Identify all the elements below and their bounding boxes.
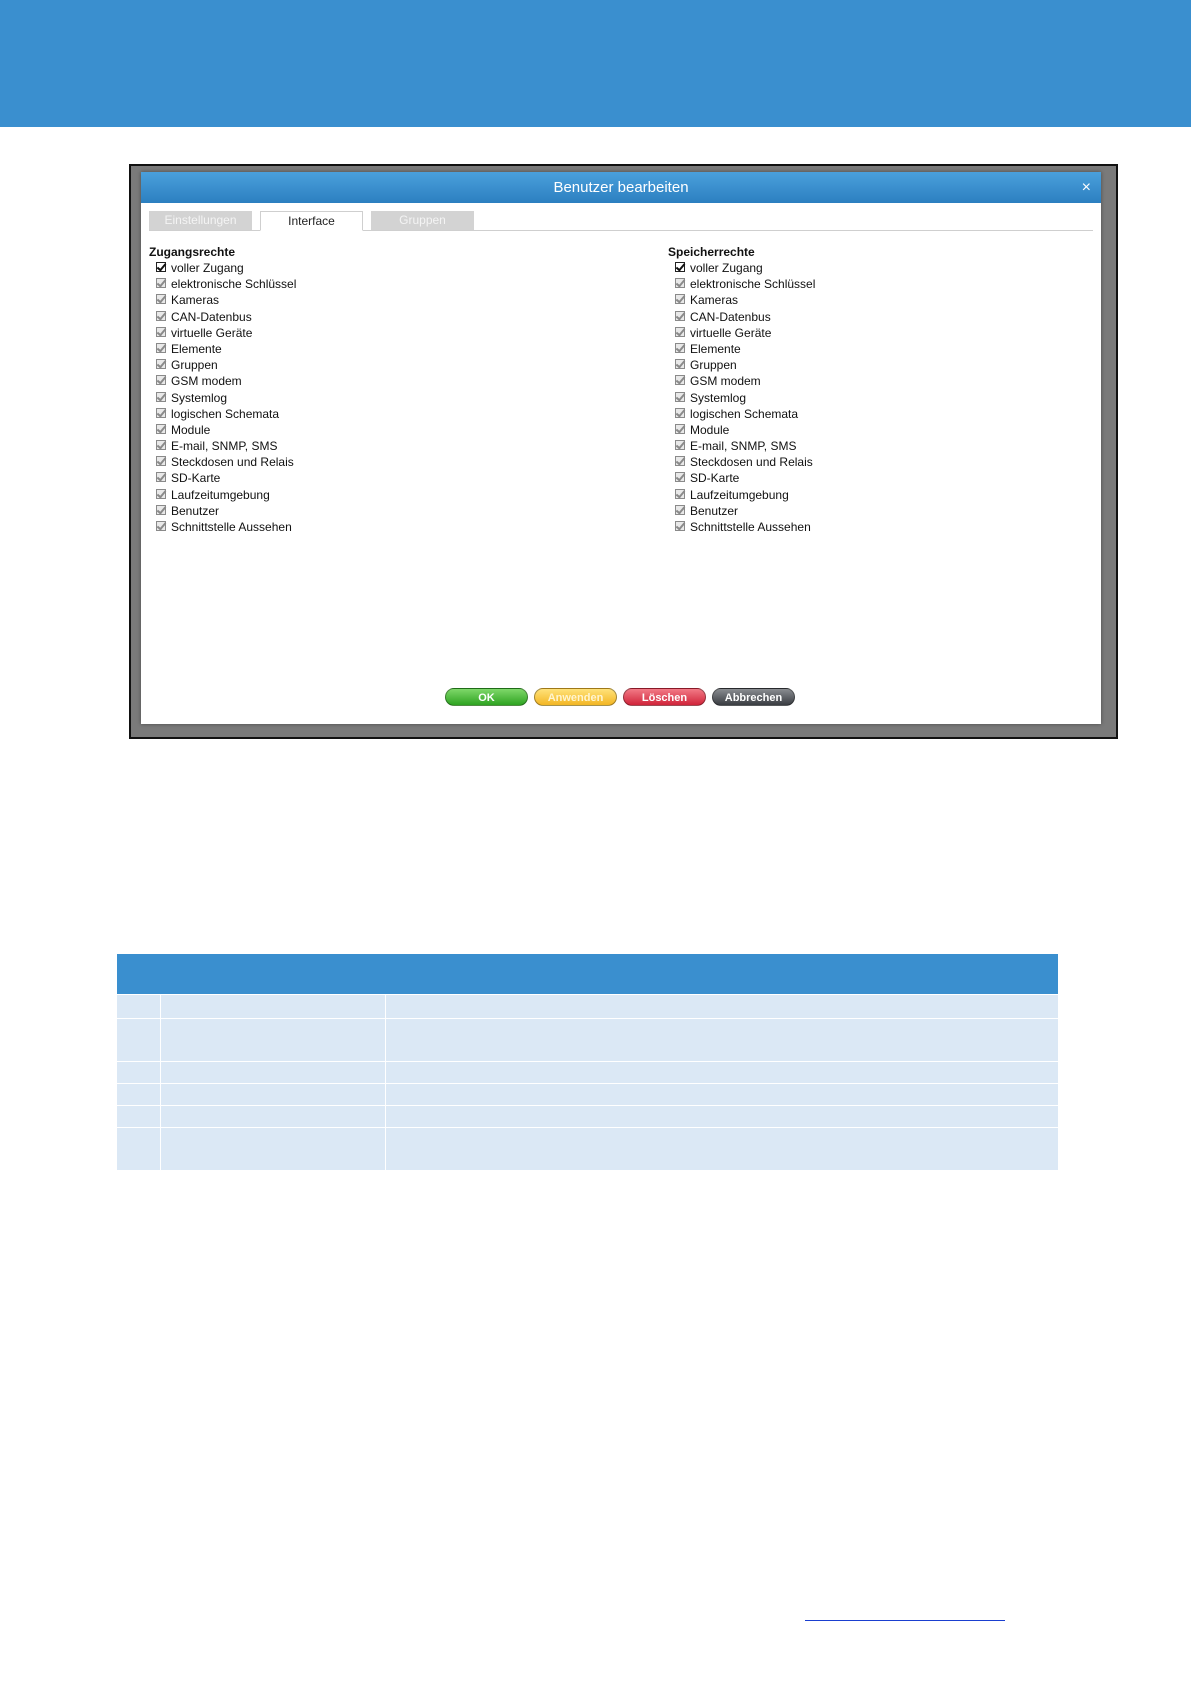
permission-item: [668, 487, 815, 503]
tab-bar: [149, 211, 1093, 231]
access-rights-heading: Zugangsrechte: [149, 245, 236, 259]
permission-item: [149, 454, 296, 470]
dialog-titlebar: [141, 172, 1101, 203]
close-icon[interactable]: ×: [1081, 179, 1091, 196]
permission-checkbox[interactable]: [156, 521, 166, 531]
permission-checkbox[interactable]: [675, 489, 685, 499]
permission-label: SD-Karte: [171, 471, 221, 486]
page-header-banner: [0, 0, 1191, 127]
permission-item: [668, 422, 815, 438]
permission-checkbox[interactable]: [675, 521, 685, 531]
permission-checkbox[interactable]: [156, 343, 166, 353]
permission-checkbox[interactable]: [675, 392, 685, 402]
permission-label: elektronische Schlüssel: [171, 277, 297, 292]
edit-user-dialog: [141, 172, 1101, 724]
permission-item: [149, 373, 296, 389]
permission-label: Schnittstelle Aussehen: [171, 520, 292, 534]
permission-label: Steckdosen und Relais: [171, 455, 294, 470]
permission-item: [668, 406, 815, 422]
permission-item: [668, 341, 815, 357]
permission-item: [149, 487, 296, 503]
permission-label: Module: [171, 422, 211, 437]
permission-checkbox[interactable]: [675, 359, 685, 369]
permission-label: Laufzeitumgebung: [690, 487, 789, 502]
permission-checkbox[interactable]: [675, 343, 685, 353]
permission-checkbox[interactable]: [156, 278, 166, 288]
permission-item: [149, 357, 296, 373]
permission-checkbox[interactable]: [675, 311, 685, 321]
permission-label: Benutzer: [690, 503, 739, 518]
permission-item: [668, 454, 815, 470]
permission-label: Benutzer: [171, 503, 220, 518]
permission-item: [668, 519, 815, 535]
permission-checkbox[interactable]: [675, 408, 685, 418]
table-row: [117, 1127, 1058, 1170]
permission-label: voller Zugang: [690, 261, 763, 275]
permission-checkbox[interactable]: [675, 262, 685, 272]
permission-item: [668, 325, 815, 341]
permission-item: [149, 390, 296, 406]
permission-item: [668, 292, 815, 308]
permission-checkbox[interactable]: [156, 456, 166, 466]
permission-label: CAN-Datenbus: [690, 309, 771, 324]
dialog-screenshot: [129, 164, 1118, 739]
permission-checkbox[interactable]: [156, 440, 166, 450]
permission-checkbox[interactable]: [675, 375, 685, 385]
permission-label: Elemente: [690, 341, 741, 356]
cancel-button[interactable]: Abbrechen: [712, 688, 795, 706]
table-row: [117, 1018, 1058, 1061]
permission-item: [668, 357, 815, 373]
permission-checkbox[interactable]: [675, 327, 685, 337]
permission-checkbox[interactable]: [156, 375, 166, 385]
permission-item: [668, 470, 815, 486]
table-row: [117, 1083, 1058, 1105]
permission-label: Systemlog: [690, 390, 747, 405]
permission-label: Gruppen: [690, 358, 737, 373]
permission-item: [149, 438, 296, 454]
permission-checkbox[interactable]: [156, 262, 166, 272]
permission-label: voller Zugang: [171, 261, 244, 275]
description-table: [117, 954, 1058, 1170]
permission-checkbox[interactable]: [156, 408, 166, 418]
permission-checkbox[interactable]: [156, 472, 166, 482]
permission-item: [149, 406, 296, 422]
permission-item: [668, 438, 815, 454]
table-header: [117, 954, 1058, 994]
tab-einstellungen[interactable]: Einstellungen: [149, 211, 252, 230]
permission-item: [668, 309, 815, 325]
permission-checkbox[interactable]: [156, 489, 166, 499]
permission-checkbox[interactable]: [156, 294, 166, 304]
permission-item: [668, 373, 815, 389]
permission-item: [149, 276, 296, 292]
storage-rights-heading: Speicherrechte: [668, 245, 755, 259]
permission-label: E-mail, SNMP, SMS: [171, 439, 278, 454]
dialog-title: Benutzer bearbeiten: [553, 179, 689, 196]
tab-gruppen[interactable]: Gruppen: [371, 211, 474, 230]
permission-item: [149, 519, 296, 535]
permission-label: Systemlog: [171, 390, 228, 405]
permission-checkbox[interactable]: [156, 327, 166, 337]
access-rights-panel: [149, 244, 296, 535]
permission-item: [149, 341, 296, 357]
permission-label: GSM modem: [690, 374, 761, 389]
permission-label: Module: [690, 422, 730, 437]
table-row: [117, 1061, 1058, 1083]
table-row: [117, 994, 1058, 1018]
permission-checkbox[interactable]: [156, 359, 166, 369]
permission-label: Laufzeitumgebung: [171, 487, 270, 502]
permission-checkbox[interactable]: [156, 392, 166, 402]
permission-label: Schnittstelle Aussehen: [690, 520, 811, 534]
permission-item: [149, 503, 296, 519]
access-rights-list: [149, 260, 296, 535]
permission-item: [668, 276, 815, 292]
permission-item: [668, 390, 815, 406]
permission-item: [149, 470, 296, 486]
permission-label: SD-Karte: [690, 471, 740, 486]
permission-label: virtuelle Geräte: [690, 325, 772, 340]
permission-label: GSM modem: [171, 374, 242, 389]
permission-label: Kameras: [690, 293, 739, 308]
permission-item: [149, 292, 296, 308]
permission-checkbox[interactable]: [156, 424, 166, 434]
permission-item: [149, 325, 296, 341]
permission-checkbox[interactable]: [675, 472, 685, 482]
apply-button[interactable]: Anwenden: [534, 688, 617, 706]
permission-item: [668, 260, 815, 276]
permission-label: logischen Schemata: [690, 406, 799, 421]
footer-link-underline[interactable]: [805, 1620, 1005, 1621]
permission-checkbox[interactable]: [675, 424, 685, 434]
permission-checkbox[interactable]: [675, 294, 685, 304]
permission-item: [668, 503, 815, 519]
storage-rights-panel: [668, 244, 815, 535]
permission-label: elektronische Schlüssel: [690, 277, 816, 292]
permission-checkbox[interactable]: [675, 278, 685, 288]
permission-label: Steckdosen und Relais: [690, 455, 813, 470]
permission-label: E-mail, SNMP, SMS: [690, 439, 797, 454]
permission-item: [149, 422, 296, 438]
storage-rights-list: [668, 260, 815, 535]
permission-item: [149, 260, 296, 276]
permission-label: Gruppen: [171, 358, 218, 373]
delete-button[interactable]: Löschen: [623, 688, 706, 706]
permission-item: [149, 309, 296, 325]
permission-label: CAN-Datenbus: [171, 309, 252, 324]
dialog-button-row: [141, 688, 1101, 706]
permission-label: logischen Schemata: [171, 406, 280, 421]
table-row: [117, 1105, 1058, 1127]
permission-checkbox[interactable]: [156, 505, 166, 515]
permission-checkbox[interactable]: [675, 440, 685, 450]
permission-checkbox[interactable]: [675, 505, 685, 515]
ok-button[interactable]: OK: [445, 688, 528, 706]
permission-checkbox[interactable]: [675, 456, 685, 466]
tab-interface[interactable]: Interface: [260, 211, 363, 231]
permission-label: Kameras: [171, 293, 220, 308]
permission-checkbox[interactable]: [156, 311, 166, 321]
permission-label: Elemente: [171, 341, 222, 356]
permission-label: virtuelle Geräte: [171, 325, 253, 340]
